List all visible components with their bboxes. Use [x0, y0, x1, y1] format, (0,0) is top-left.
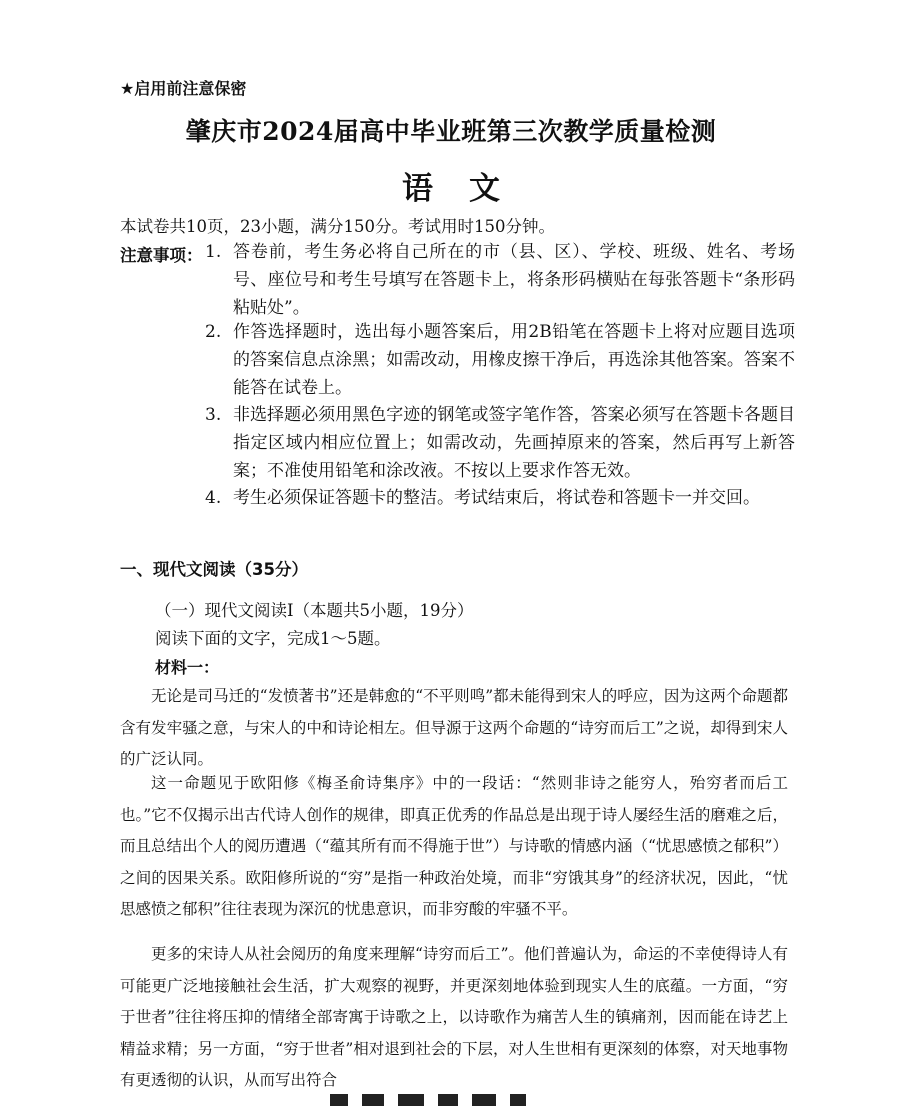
- note-item: [205, 484, 795, 512]
- note-item: [205, 238, 795, 322]
- note-item: [205, 401, 795, 485]
- note-text: 答卷前，考生务必将自己所在的市（县、区）、学校、班级、姓名、考场号、座位号和考生号填写在答题卡上，将条形码横贴在每张答题卡“条形码粘贴处”。: [233, 242, 795, 318]
- note-number: 1.: [205, 242, 222, 262]
- passage-paragraph: [120, 939, 788, 1097]
- section-heading: 一、现代文阅读（35分）: [120, 560, 308, 579]
- paragraph-text: 这一命题见于欧阳修《梅圣俞诗集序》中的一段话：“然则非诗之能穷人，殆穷者而后工也。”它不仅揭示出古代诗人创作的规律，即真正优秀的作品总是出现于诗人屡经生活的磨难之后，而且总结出个人的阅历遭遇（“蕴其所有而不得施于世”）与诗歌的情感内涵（“忧思感愤之郁积”）之间的因果关系。欧阳修所说的“穷”是指一种政治处境，而非“穷饿其身”的经济状况，因此，“忧思感愤之郁积”往往表现为深沉的忧患意识，而非穷酸的牢骚不平。: [120, 774, 788, 918]
- sub-section-heading: （一）现代文阅读Ⅰ（本题共5小题，19分）: [155, 601, 474, 620]
- reading-instruction: 阅读下面的文字，完成1～5题。: [155, 629, 391, 648]
- notes-label: 注意事项：: [120, 246, 203, 265]
- note-text: 非选择题必须用黑色字迹的钢笔或签字笔作答，答案必须写在答题卡各题目指定区域内相应位置上；如需改动，先画掉原来的答案，然后再写上新答案；不准使用铅笔和涂改液。不按以上要求作答无效。: [233, 405, 795, 481]
- paragraph-text: 无论是司马迁的“发愤著书”还是韩愈的“不平则鸣”都未能得到宋人的呼应，因为这两个命题都含有发牢骚之意，与宋人的中和诗论相左。但导源于这两个命题的“诗穷而后工”之说，却得到宋人的广泛认同。: [120, 687, 788, 768]
- exam-intro: 本试卷共10页，23小题，满分150分。考试用时150分钟。: [120, 217, 555, 236]
- note-number: 4.: [205, 488, 222, 508]
- note-text: 考生必须保证答题卡的整洁。考试结束后，将试卷和答题卡一并交回。: [233, 488, 760, 508]
- note-item: [205, 318, 795, 402]
- note-number: 3.: [205, 405, 222, 425]
- passage-paragraph: [120, 681, 788, 776]
- note-number: 2.: [205, 322, 222, 342]
- paragraph-text: 更多的宋诗人从社会阅历的角度来理解“诗穷而后工”。他们普遍认为，命运的不幸使得诗人有可能更广泛地接触社会生活，扩大观察的视野，并更深刻地体验到现实人生的底蕴。一方面，“穷于世者”往往将压抑的情绪全部寄寓于诗歌之上，以诗歌作为痛苦人生的镇痛剂，因而能在诗艺上精益求精；另一方面，“穷于世者”相对退到社会的下层，对人生世相有更深刻的体察，对天地事物有更透彻的认识，从而写出符合: [120, 945, 788, 1089]
- subject-title: 语文: [402, 171, 536, 207]
- exam-title: 肇庆市2024届高中毕业班第三次教学质量检测: [185, 117, 717, 146]
- cut-off-footer: [330, 1094, 590, 1106]
- passage-paragraph: [120, 768, 788, 926]
- confidential-notice: ★启用前注意保密: [120, 79, 247, 98]
- material-label: 材料一：: [155, 658, 220, 677]
- note-text: 作答选择题时，选出每小题答案后，用2B铅笔在答题卡上将对应题目选项的答案信息点涂黑；如需改动，用橡皮擦干净后，再选涂其他答案。答案不能答在试卷上。: [233, 322, 795, 398]
